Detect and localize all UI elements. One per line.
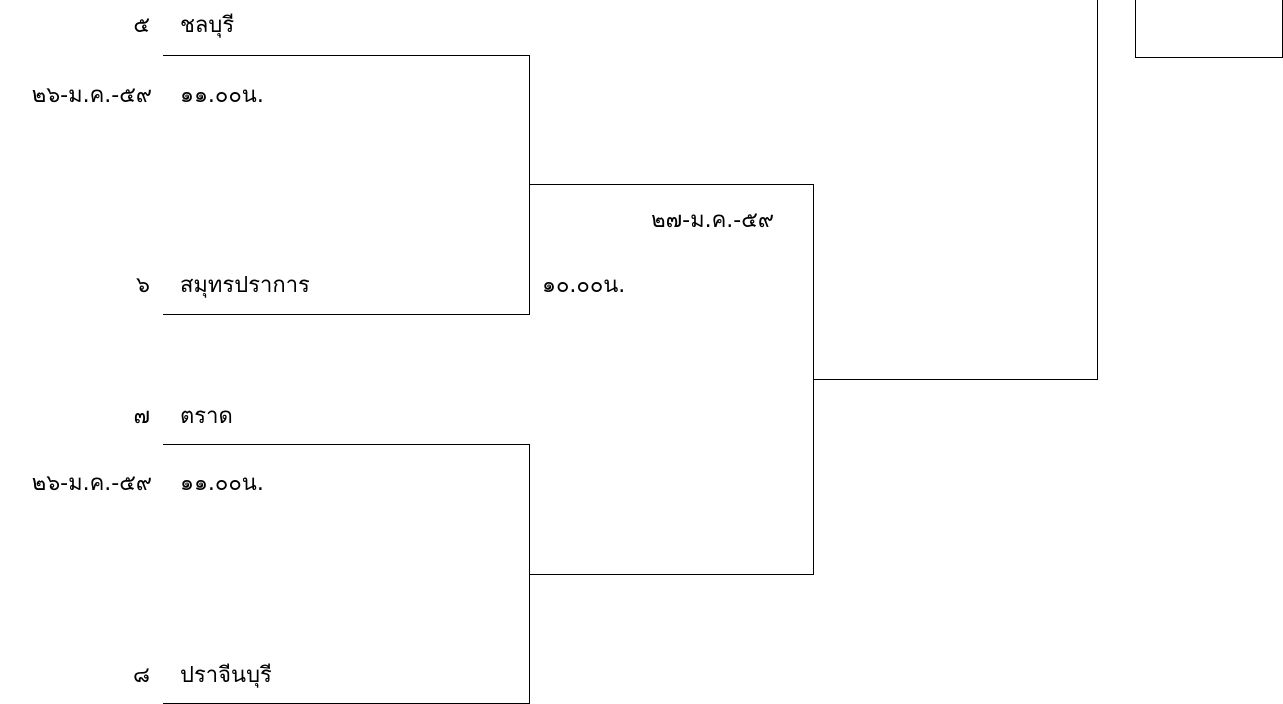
- team-prachinburi: ปราจีนบุรี: [180, 663, 272, 688]
- semifinal-date: ๒๗-ม.ค.-๕๙: [651, 208, 774, 233]
- bracket-line-team-7: [163, 444, 530, 445]
- team-chonburi: ชลบุรี: [180, 13, 235, 38]
- match-top-date: ๒๖-ม.ค.-๕๙: [31, 83, 152, 108]
- bracket-connector-top: [529, 55, 530, 315]
- match-top-time: ๑๑.๐๐น.: [180, 83, 264, 108]
- team-trat: ตราด: [180, 404, 233, 429]
- result-box: [1135, 0, 1283, 58]
- bracket-connector-final: [1097, 0, 1098, 380]
- bracket-line-bottom-winner: [529, 574, 814, 575]
- seed-7: ๗: [133, 404, 150, 429]
- match-bottom-time: ๑๑.๐๐น.: [180, 471, 264, 496]
- semifinal-time: ๑๐.๐๐น.: [542, 273, 626, 298]
- team-samut-prakan: สมุทรปราการ: [180, 273, 310, 298]
- bracket-line-team-5: [163, 55, 530, 56]
- seed-6: ๖: [136, 273, 150, 298]
- bracket-line-semifinal-winner: [813, 379, 1098, 380]
- bracket-line-team-6: [163, 314, 530, 315]
- seed-5: ๕: [133, 13, 150, 38]
- bracket-line-top-winner: [529, 184, 814, 185]
- seed-8: ๘: [133, 663, 150, 688]
- match-bottom-date: ๒๖-ม.ค.-๕๙: [31, 471, 152, 496]
